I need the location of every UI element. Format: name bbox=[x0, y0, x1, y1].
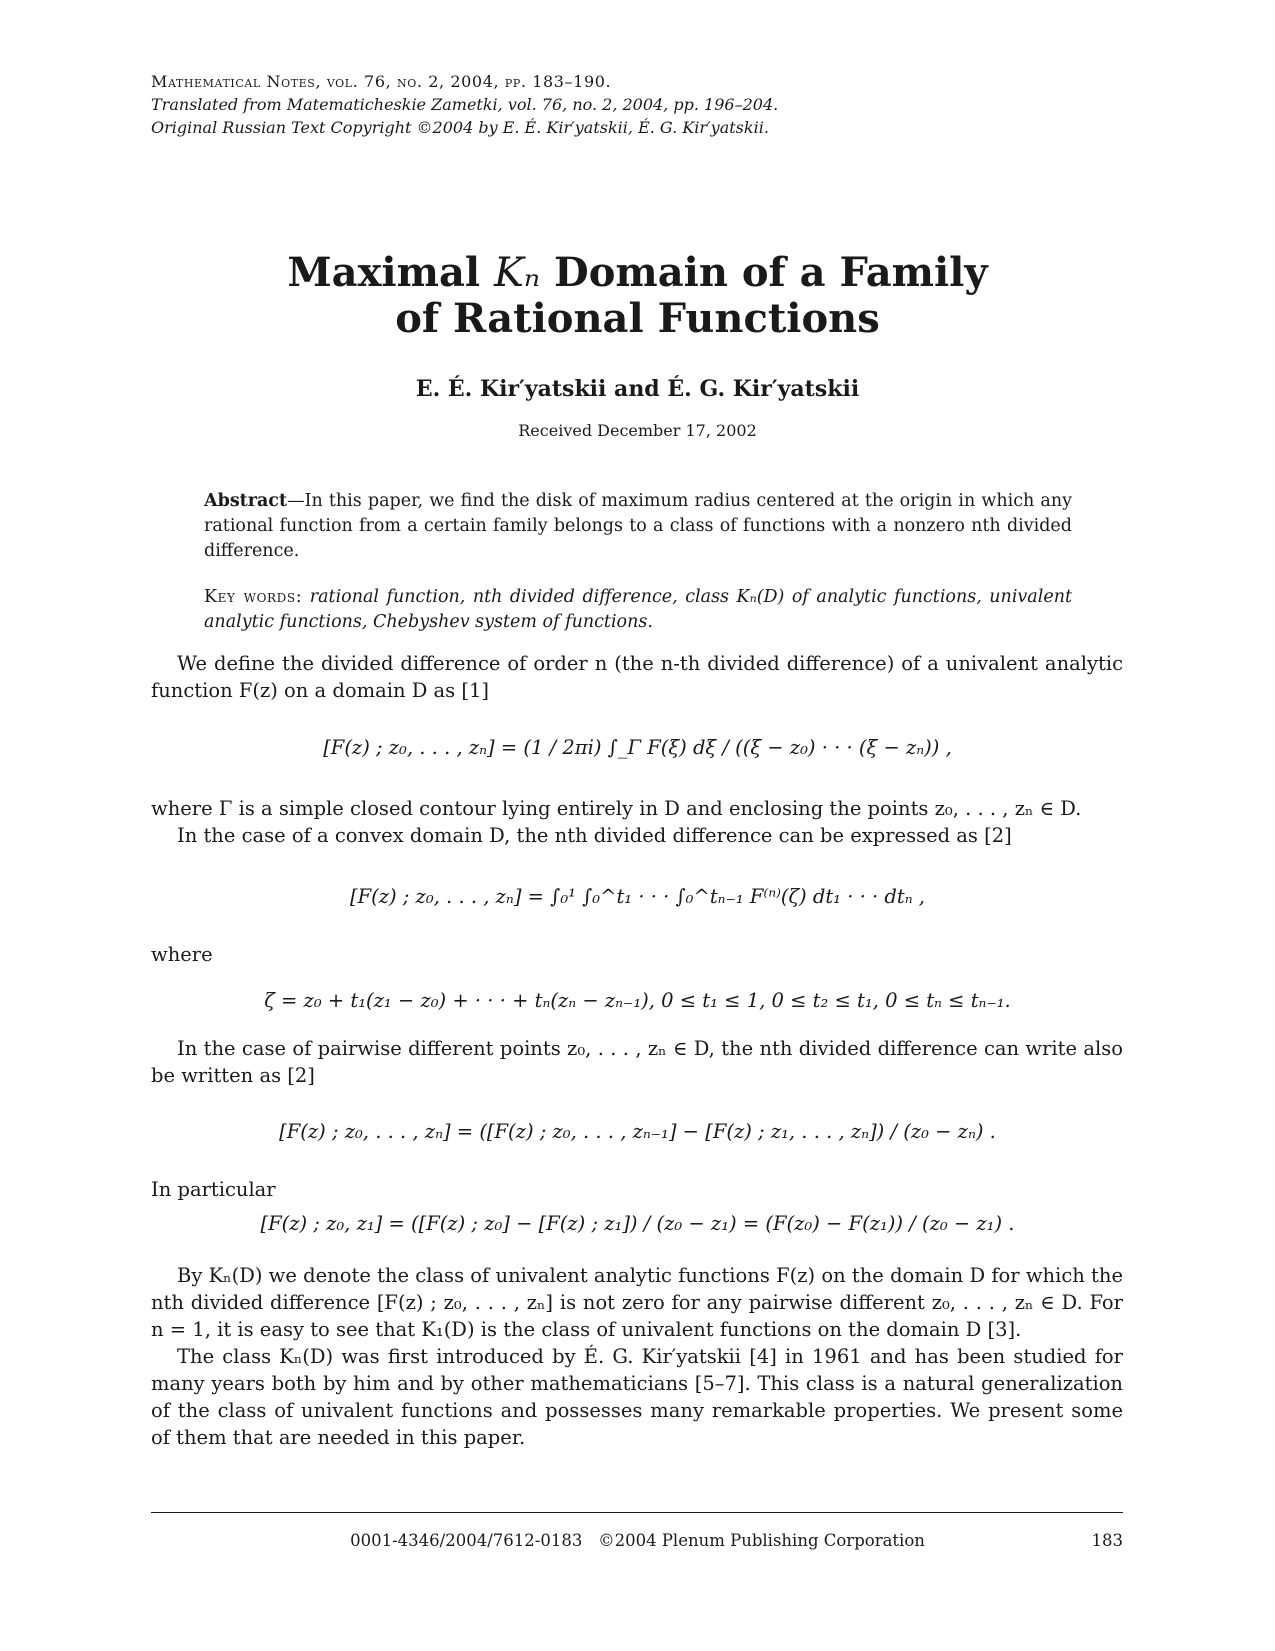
page-number: 183 bbox=[1091, 1531, 1123, 1550]
paper-title bbox=[0, 250, 1275, 342]
journal-citation: Mathematical Notes, vol. 76, no. 2, 2004, pp. 183–190. bbox=[151, 72, 612, 91]
footer-copyright: ©2004 Plenum Publishing Corporation bbox=[598, 1531, 925, 1550]
abstract-label: Abstract bbox=[204, 491, 288, 511]
translation-note: Translated from Matematicheskie Zametki, vol. 76, no. 2, 2004, pp. 196–204. bbox=[151, 95, 779, 114]
paragraph-1: We define the divided difference of order n (the n-th divided difference) of a univalent analytic function F(z) on a domain D as [1] bbox=[151, 652, 1123, 702]
footer-issn: 0001-4346/2004/7612-0183 bbox=[350, 1531, 583, 1550]
abstract bbox=[204, 489, 1072, 564]
copyright-note: Original Russian Text Copyright ©2004 by E. É. Kir′yatskii, É. G. Kir′yatskii. bbox=[151, 118, 769, 137]
paragraph-4: where bbox=[151, 943, 213, 966]
received-date: Received December 17, 2002 bbox=[518, 421, 757, 440]
keywords-text: rational function, nth divided difference, class Kₙ(D) of analytic functions, univalent analytic functions, Chebyshev system of functions. bbox=[204, 587, 1072, 632]
paragraph-5: In the case of pairwise different points z₀, . . . , zₙ ∈ D, the nth divided difference can write also be written as [2] bbox=[151, 1037, 1123, 1087]
equation-5: [F(z) ; z₀, z₁] = ([F(z) ; z₀] − [F(z) ; z₁]) / (z₀ − z₁) = (F(z₀) − F(z₁)) / (z₀ − z₁) . bbox=[260, 1212, 1015, 1235]
equation-3: ζ = z₀ + t₁(z₁ − z₀) + · · · + tₙ(zₙ − zₙ₋₁), 0 ≤ t₁ ≤ 1, 0 ≤ t₂ ≤ t₁, 0 ≤ tₙ ≤ tₙ₋₁. bbox=[264, 989, 1011, 1012]
paragraph-6: In particular bbox=[151, 1178, 276, 1201]
title-symbol: Kₙ bbox=[494, 250, 541, 296]
keywords-label: Key words: bbox=[204, 587, 303, 607]
footer-rule bbox=[151, 1512, 1123, 1513]
equation-2: [F(z) ; z₀, . . . , zₙ] = ∫₀¹ ∫₀^t₁ · · · ∫₀^tₙ₋₁ F⁽ⁿ⁾(ζ) dt₁ · · · dtₙ , bbox=[349, 885, 926, 908]
title-line2: of Rational Functions bbox=[395, 295, 880, 342]
keywords bbox=[204, 585, 1072, 635]
title-rest: Domain of a Family bbox=[554, 249, 988, 296]
equation-4: [F(z) ; z₀, . . . , zₙ] = ([F(z) ; z₀, . . . , zₙ₋₁] − [F(z) ; z₁, . . . , zₙ]) / (z₀ − zₙ) . bbox=[279, 1120, 996, 1143]
paragraph-3: In the case of a convex domain D, the nth divided difference can be expressed as [2] bbox=[177, 824, 1012, 847]
equation-1: [F(z) ; z₀, . . . , zₙ] = (1 / 2πi) ∫_Γ F(ξ) dξ / ((ξ − z₀) · · · (ξ − zₙ)) , bbox=[323, 736, 952, 759]
paragraph-2: where Γ is a simple closed contour lying entirely in D and enclosing the points z₀, . . . , zₙ ∈ D. bbox=[151, 797, 1082, 820]
footer-code bbox=[0, 1531, 1275, 1550]
abstract-text: —In this paper, we find the disk of maximum radius centered at the origin in which any rational function from a certain family belongs to a class of functions with a nonzero nth divided difference. bbox=[204, 491, 1072, 561]
title-word: Maximal bbox=[287, 249, 481, 296]
authors: E. É. Kir′yatskii and É. G. Kir′yatskii bbox=[415, 376, 860, 402]
paragraph-7: By Kₙ(D) we denote the class of univalent analytic functions F(z) on the domain D for which the nth divided difference [F(z) ; z₀, . . . , zₙ] is not zero for any pairwise different z₀, . . . , zₙ ∈ D. For n = 1, it is easy to see that K₁(D) is the class of univalent functions on the domain D [3]. bbox=[151, 1264, 1123, 1341]
paragraph-8: The class Kₙ(D) was first introduced by É. G. Kir′yatskii [4] in 1961 and has been studied for many years both by him and by other mathematicians [5–7]. This class is a natural generalization of the class of univalent functions and possesses many remarkable properties. We present some of them that are needed in this paper. bbox=[151, 1345, 1123, 1449]
